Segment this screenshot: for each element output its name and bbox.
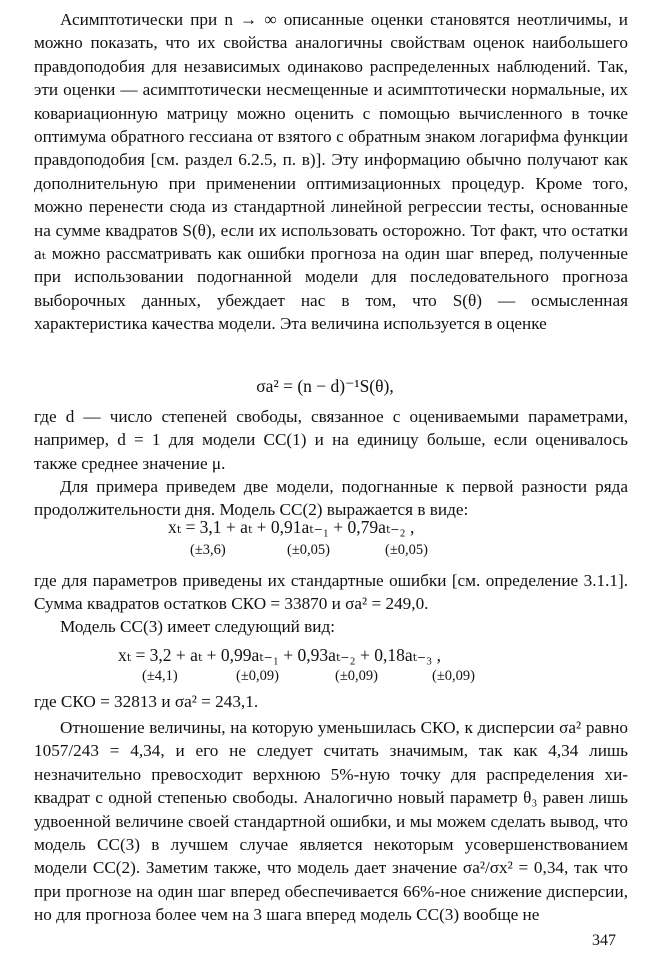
stderr-ma3-const: (±4,1) <box>142 668 178 684</box>
paragraph-asymptotic: Асимптотически при n → ∞ описанные оценки становятся неотличимы, и можно показать, что их свойства аналогичны свойствам оценок наибольшего правдоподобия для независимых одинаково распределенных наблюдений. Так, эти оценки — асимптотически несмещенные и асимптотически нормальные, их ковариационную матрицу можно оценить с помощью вычисленного в точке оптимума обратного гессиана от взятого с обратным знаком логарифма функции правдоподобия [см. раздел 6.2.5, п. в)]. Эту информацию обычно получают как дополнительную при применении оптимизационных процедур. Кроме того, можно перенести сюда из стандартной линейной регрессии тесты, основанные на сумме квадратов S(θ), если их использовать осторожно. Тот факт, что остатки aₜ можно рассматривать как ошибки прогноза на один шаг вперед, полученные при использовании подогнанной модели для последовательного прогноза выборочных данных, убеждает нас в том, что S(θ) — осмысленная характеристика качества модели. Эта величина используется в оценке <box>34 10 628 334</box>
stderr-ma2-theta1: (±0,05) <box>287 542 330 558</box>
paragraph-example-intro: Для примера приведем две модели, подогнанные к первой разности ряда продолжительности дня. Модель СС(2) выражается в виде: <box>34 477 628 520</box>
paragraph-degrees-of-freedom: где d — число степеней свободы, связанное с оцениваемыми параметрами, например, d = 1 для модели СС(1) и на единицу больше, если оценивалось также среднее значение μ. <box>34 407 628 473</box>
stderr-ma2-theta2: (±0,05) <box>385 542 428 558</box>
stderr-ma2-const: (±3,6) <box>190 542 226 558</box>
paragraph-model-ma3-intro: Модель СС(3) имеет следующий вид: <box>60 617 335 636</box>
equation-model-ma3: xₜ = 3,2 + aₜ + 0,99aₜ₋₁ + 0,93aₜ₋₂ + 0,18aₜ₋₃ , <box>118 645 442 665</box>
equation-model-ma2: xₜ = 3,1 + aₜ + 0,91aₜ₋₁ + 0,79aₜ₋₂ , <box>168 517 415 537</box>
formula-sigma-estimate: σa² = (n − d)⁻¹S(θ), <box>256 376 394 396</box>
page-number: 347 <box>592 932 616 949</box>
line-sko-ma3: где СКО = 32813 и σa² = 243,1. <box>34 692 259 711</box>
stderr-ma3-theta2: (±0,09) <box>335 668 378 684</box>
paragraph-variance-ratio: Отношение величины, на которую уменьшилась СКО, к дисперсии σa² равно 1057/243 = 4,34, и его не следует считать значимым, так как 4,34 лишь незначительно превосходит верхнюю 5%-ную точку для распределения хи-квадрат с одной степенью свободы. Аналогично новый параметр θ₃ равен лишь удвоенной величине своей стандартной ошибки, и мы можем сделать вывод, что модель СС(3) в лучшем случае является некоторым усовершенствованием модели СС(2). Заметим также, что модель дает значение σa²/σx² = 0,34, так что при прогнозе на один шаг вперед обеспечивается 66%-ное снижение дисперсии, но для прогноза более чем на 3 шага вперед модель СС(3) вообще не <box>34 718 628 925</box>
stderr-ma3-theta3: (±0,09) <box>432 668 475 684</box>
paragraph-std-errors: где для параметров приведены их стандартные ошибки [см. определение 3.1.1]. Сумма квадратов остатков СКО = 33870 и σa² = 249,0. <box>34 571 628 614</box>
stderr-ma3-theta1: (±0,09) <box>236 668 279 684</box>
